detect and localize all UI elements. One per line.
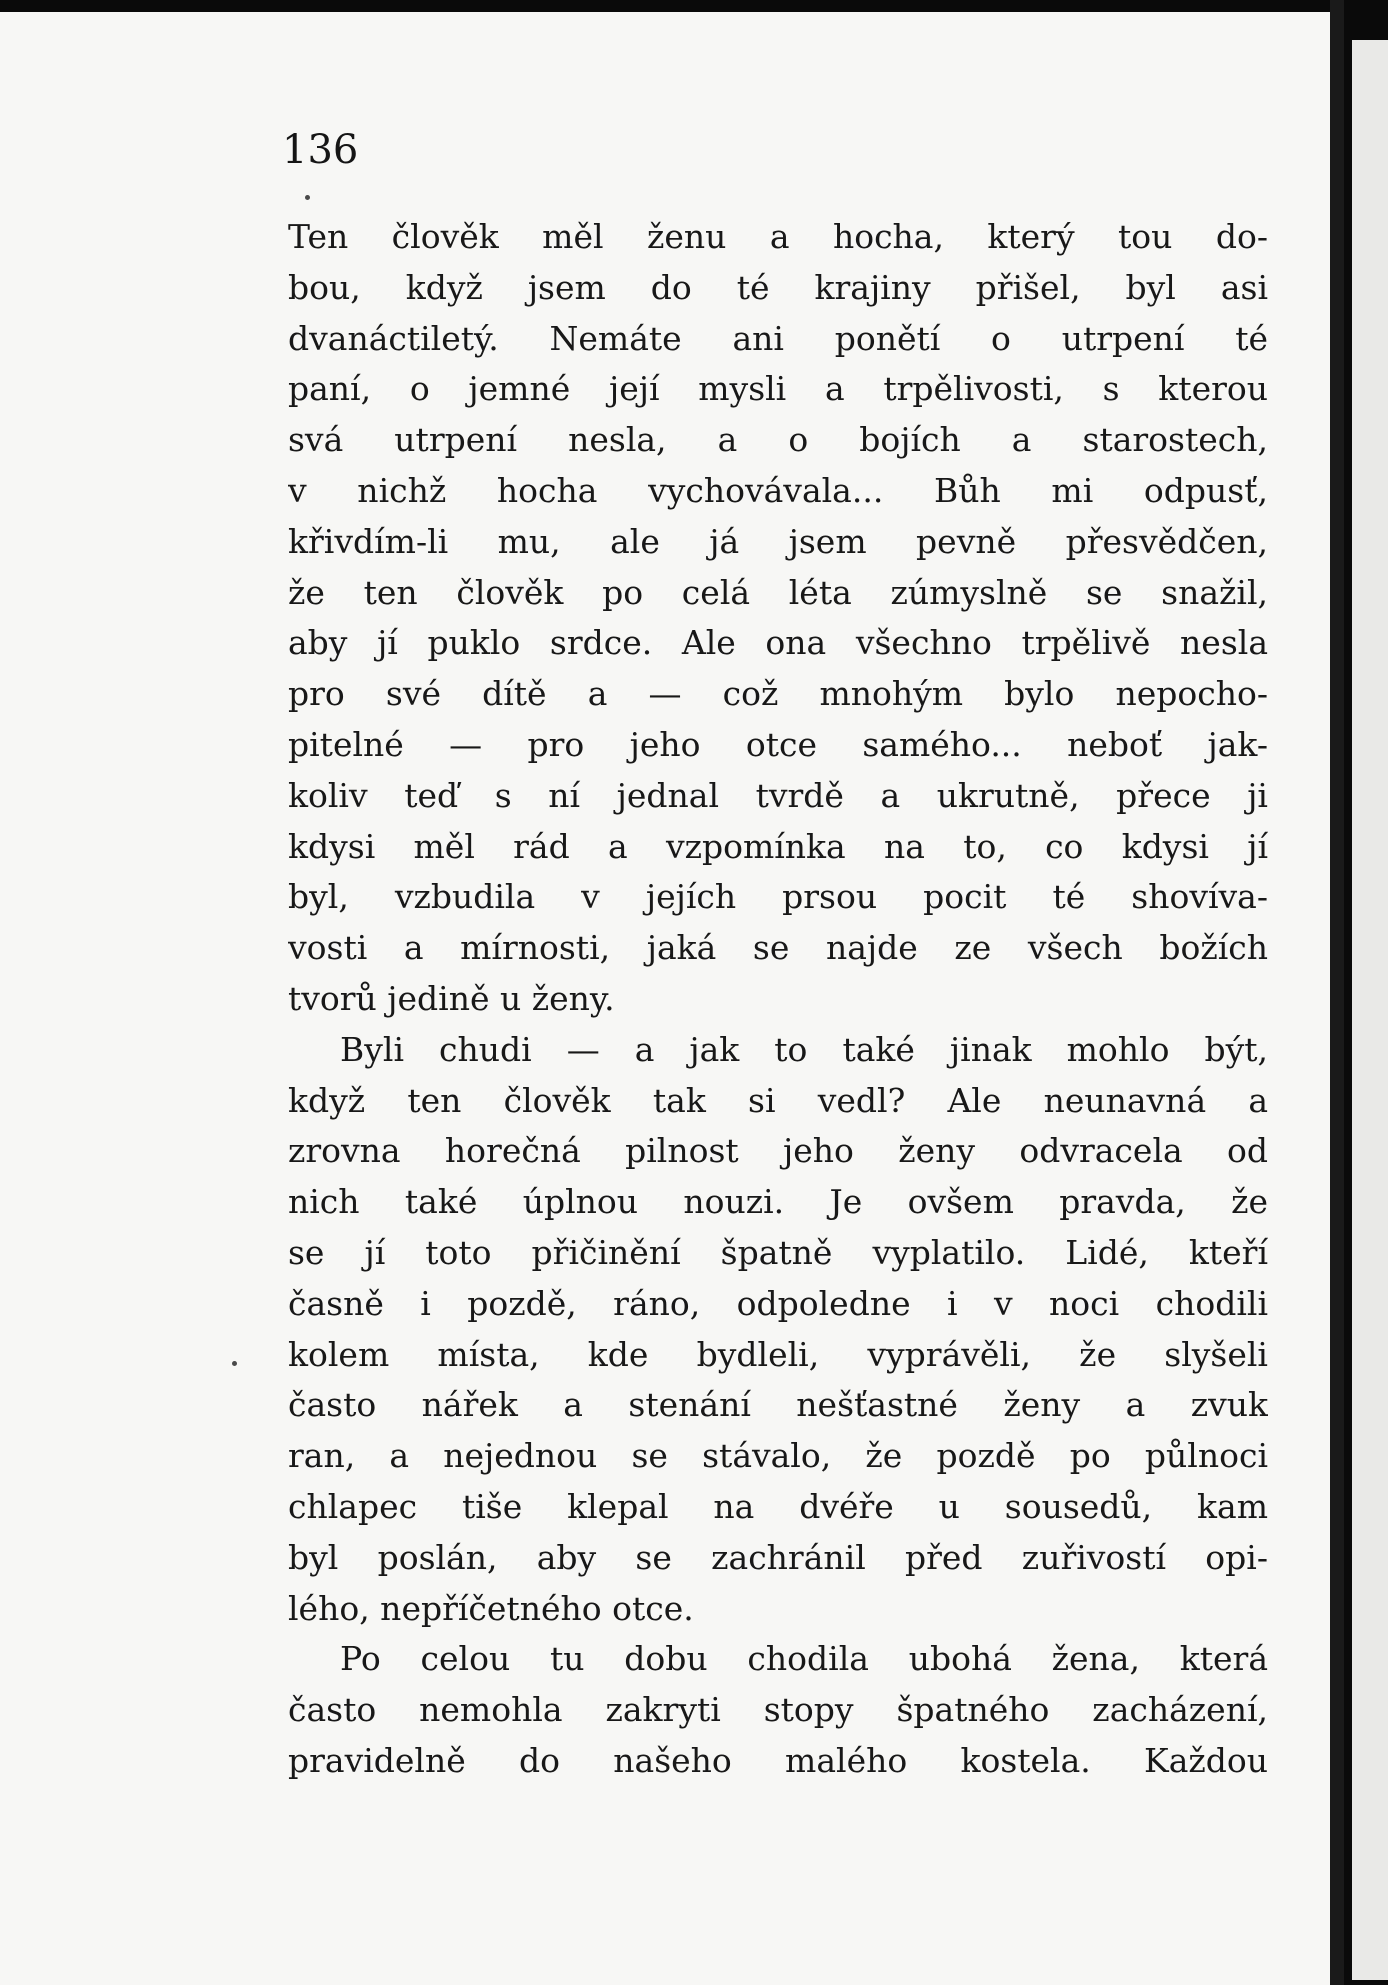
page-edge-shadow bbox=[1330, 0, 1344, 1985]
paragraph-start-line: Byli chudi — a jak to také jinak mohlo být, bbox=[340, 1029, 1268, 1069]
text-line: aby jí puklo srdce. Ale ona všechno trpělivě nesla bbox=[288, 623, 1268, 663]
text-line: když ten člověk tak si vedl? Ale neunavná a bbox=[288, 1080, 1268, 1120]
text-line: Ten člověk měl ženu a hocha, který tou do- bbox=[288, 217, 1268, 256]
text-line: pitelné — pro jeho otce samého... neboť jak- bbox=[288, 724, 1268, 764]
text-line: v nichž hocha vychovávala... Bůh mi odpusť, bbox=[288, 470, 1268, 510]
text-line: paní, o jemné její mysli a trpělivosti, s kterou bbox=[288, 369, 1268, 409]
text-line: se jí toto přičinění špatně vyplatilo. Lidé, kteří bbox=[288, 1232, 1268, 1272]
text-line: pravidelně do našeho malého kostela. Každou bbox=[288, 1740, 1268, 1780]
text-line: kdysi měl rád a vzpomínka na to, co kdysi jí bbox=[288, 826, 1268, 866]
text-line: že ten člověk po celá léta zúmyslně se snažil, bbox=[288, 572, 1268, 612]
text-line: časně i pozdě, ráno, odpoledne i v noci chodili bbox=[288, 1283, 1268, 1323]
text-line: lého, nepříčetného otce. bbox=[288, 1588, 694, 1628]
text-line: pro své dítě a — což mnohým bylo nepocho- bbox=[288, 674, 1268, 714]
paragraph-start-line: Po celou tu dobu chodila ubohá žena, která bbox=[340, 1639, 1268, 1679]
text-line: vosti a mírnosti, jaká se najde ze všech božích bbox=[288, 928, 1268, 968]
text-line: tvorů jedině u ženy. bbox=[288, 978, 615, 1018]
text-line: bou, když jsem do té krajiny přišel, byl asi bbox=[288, 267, 1268, 307]
text-line: svá utrpení nesla, a o bojích a starostech, bbox=[288, 420, 1268, 460]
text-line: kolem místa, kde bydleli, vyprávěli, že slyšeli bbox=[288, 1334, 1268, 1374]
page-number: 136 bbox=[282, 127, 359, 173]
text-line: chlapec tiše klepal na dvéře u sousedů, kam bbox=[288, 1486, 1268, 1526]
dust-speck bbox=[232, 1361, 237, 1366]
dust-speck bbox=[305, 195, 310, 200]
text-line: nich také úplnou nouzi. Je ovšem pravda, že bbox=[288, 1182, 1268, 1222]
text-line: byl, vzbudila v jejích prsou pocit té shovíva- bbox=[288, 877, 1268, 917]
body-text bbox=[288, 212, 1268, 1787]
text-line: byl poslán, aby se zachránil před zuřivostí opi- bbox=[288, 1537, 1268, 1577]
text-line: ran, a nejednou se stávalo, že pozdě po půlnoci bbox=[288, 1436, 1268, 1476]
text-line: často nářek a stenání nešťastné ženy a zvuk bbox=[288, 1385, 1268, 1425]
text-line: koliv teď s ní jednal tvrdě a ukrutně, přece ji bbox=[288, 775, 1268, 815]
text-line: dvanáctiletý. Nemáte ani ponětí o utrpení té bbox=[288, 318, 1268, 358]
adjacent-page-edge bbox=[1352, 40, 1388, 1980]
text-line: zrovna horečná pilnost jeho ženy odvracela od bbox=[288, 1131, 1268, 1171]
text-line: křivdím-li mu, ale já jsem pevně přesvědčen, bbox=[288, 521, 1268, 561]
text-line: často nemohla zakryti stopy špatného zacházení, bbox=[288, 1690, 1268, 1730]
book-page bbox=[0, 12, 1330, 1985]
